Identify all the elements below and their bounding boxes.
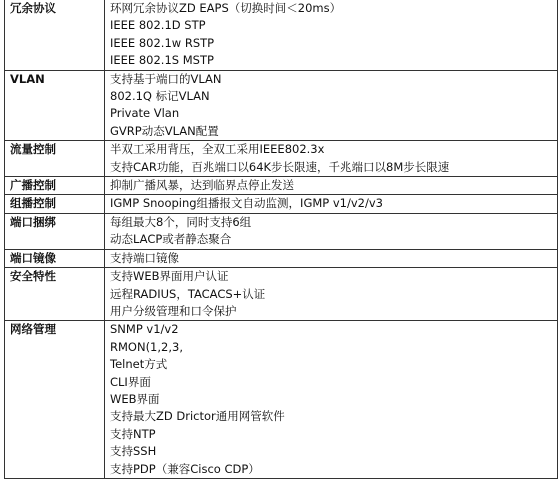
feature-line: IGMP Snooping组播报文自动监测，IGMP v1/v2/v3 — [110, 196, 383, 211]
feature-line: 支持CAR功能，百兆端口以64K步长限速，千兆端口以8M步长限速 — [110, 159, 450, 174]
feature-cell — [105, 195, 558, 213]
table-row — [5, 177, 558, 195]
feature-line: CLI界面 — [110, 374, 151, 389]
feature-cell — [105, 321, 558, 479]
feature-line: 支持SSH — [110, 444, 157, 459]
table-row — [5, 268, 558, 321]
category-cell: 广播控制 — [5, 177, 105, 195]
feature-cell — [105, 0, 558, 70]
feature-cell — [105, 70, 558, 141]
feature-line: 远程RADIUS，TACACS+认证 — [110, 286, 266, 301]
feature-line: Telnet方式 — [110, 357, 168, 372]
category-cell: 流量控制 — [5, 141, 105, 177]
table-row — [5, 321, 558, 479]
feature-cell — [105, 141, 558, 177]
feature-cell — [105, 213, 558, 249]
table-row — [5, 249, 558, 267]
feature-line: IEEE 802.1D STP — [110, 18, 206, 33]
category-cell: 组播控制 — [5, 195, 105, 213]
feature-line: 支持最大ZD Drictor通用网管软件 — [110, 409, 285, 424]
feature-cell — [105, 249, 558, 267]
feature-line: 支持端口镜像 — [110, 250, 179, 265]
feature-line: 支持WEB界面用户认证 — [110, 269, 229, 284]
feature-line: GVRP动态VLAN配置 — [110, 123, 219, 138]
feature-line: WEB界面 — [110, 391, 160, 406]
feature-cell — [105, 268, 558, 321]
feature-line: 每组最大8个，同时支持6组 — [110, 214, 252, 229]
feature-line: 环网冗余协议ZD EAPS（切换时间＜20ms） — [110, 1, 342, 15]
category-cell: VLAN — [5, 70, 105, 141]
category-cell: 端口捆绑 — [5, 213, 105, 249]
table-row — [5, 0, 558, 70]
table-row — [5, 141, 558, 177]
feature-line: IEEE 802.1w RSTP — [110, 35, 215, 50]
table-row — [5, 70, 558, 141]
category-cell: 安全特性 — [5, 268, 105, 321]
category-cell: 端口镜像 — [5, 249, 105, 267]
feature-line: SNMP v1/v2 — [110, 322, 179, 337]
category-cell: 网络管理 — [5, 321, 105, 479]
table-row — [5, 195, 558, 213]
feature-line: 支持NTP — [110, 426, 156, 441]
feature-line: 802.1Q 标记VLAN — [110, 89, 210, 104]
feature-line: 半双工采用背压，全双工采用IEEE802.3x — [110, 142, 325, 157]
feature-line: Private Vlan — [110, 106, 180, 121]
feature-line: IEEE 802.1S MSTP — [110, 53, 214, 68]
feature-line: 支持PDP（兼容Cisco CDP） — [110, 461, 260, 476]
feature-line: 支持基于端口的VLAN — [110, 71, 222, 86]
feature-line: 动态LACP或者静态聚合 — [110, 232, 232, 247]
feature-line: RMON(1,2,3, — [110, 339, 183, 354]
spec-table-body — [5, 0, 558, 478]
feature-line: 抑制广播风暴，达到临界点停止发送 — [110, 178, 294, 193]
spec-sheet — [4, 0, 557, 479]
spec-table — [4, 0, 558, 479]
table-row — [5, 213, 558, 249]
feature-line: 用户分级管理和口令保护 — [110, 303, 237, 318]
category-cell: 冗余协议 — [5, 0, 105, 70]
feature-cell — [105, 177, 558, 195]
